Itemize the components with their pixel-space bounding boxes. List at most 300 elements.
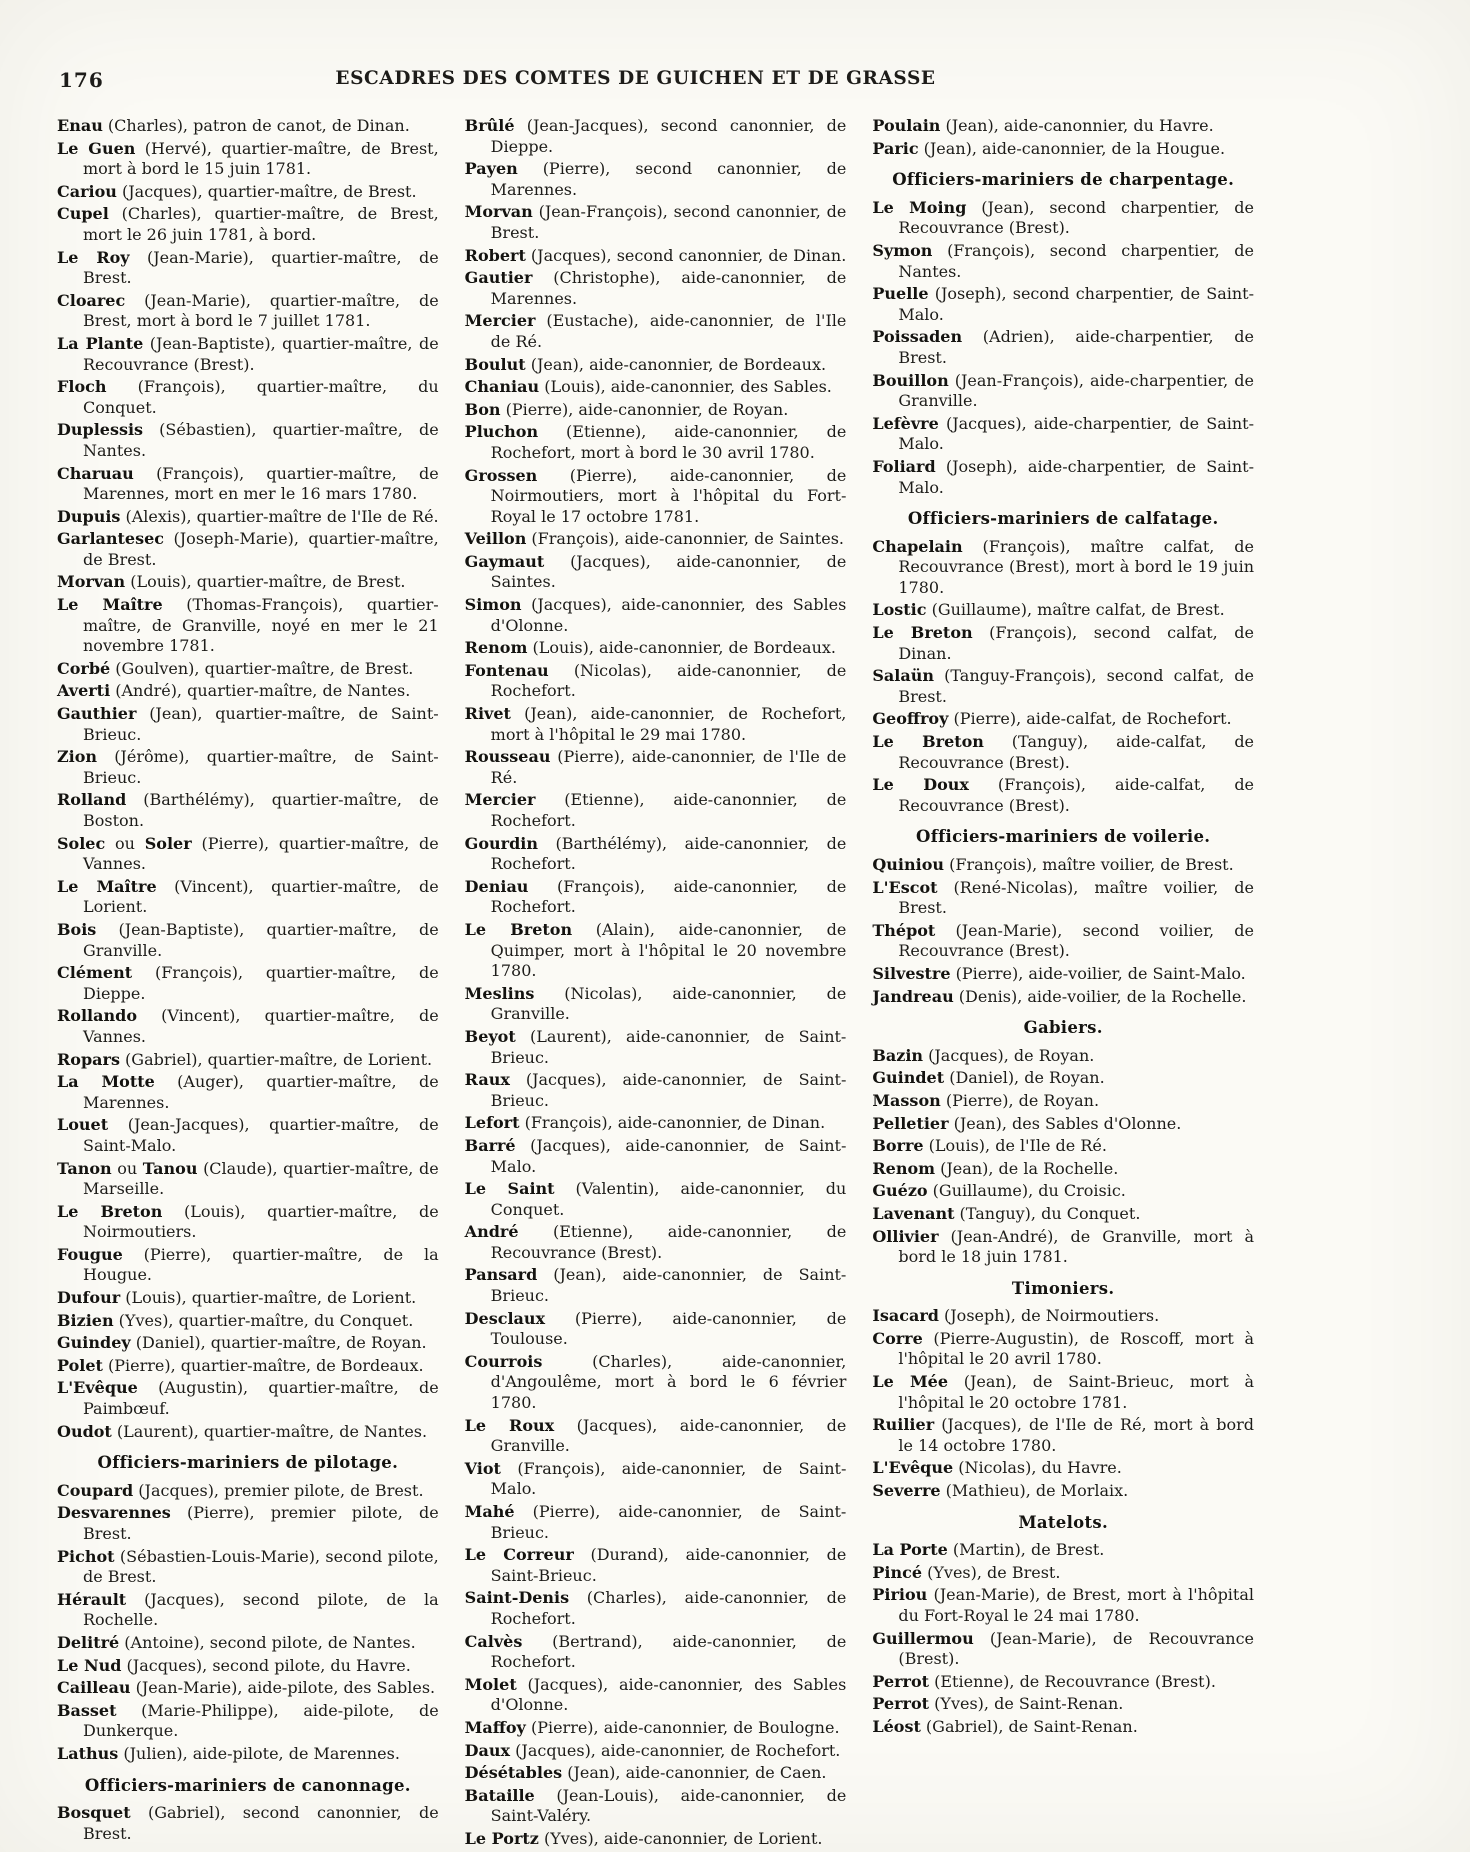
entry-text: (Gabriel), de Saint-Renan. xyxy=(920,1716,1138,1736)
entry-surname: Symon xyxy=(872,240,933,260)
crew-entry xyxy=(872,987,1254,1008)
entry-text: (Jacques), aide-canonnier, de Granville. xyxy=(490,1415,847,1456)
crew-entry xyxy=(57,681,439,702)
crew-entry xyxy=(465,704,847,745)
entry-text: (Jean), de la Rochelle. xyxy=(935,1158,1119,1178)
crew-entry xyxy=(465,1718,847,1739)
entry-surname: Bazin xyxy=(872,1045,924,1065)
entry-surname: Le Maître xyxy=(57,876,157,896)
entry-text: (Tanguy-François), second calfat, de Brest. xyxy=(898,666,1255,706)
crew-entry xyxy=(57,1050,439,1071)
entry-text: (Eustache), aide-canonnier, de l'Ile de Ré. xyxy=(490,311,847,351)
entry-text: (Guillaume), maître calfat, de Brest. xyxy=(926,600,1225,620)
crew-entry xyxy=(465,1309,847,1350)
entry-text: (Jacques), aide-canonnier, de Saint-Malo. xyxy=(490,1135,847,1176)
entry-text: (François), aide-canonnier, de Dinan. xyxy=(519,1113,826,1133)
entry-surname: Basset xyxy=(57,1700,117,1720)
entry-text: (Jean-Marie), de Recouvrance (Brest). xyxy=(898,1628,1255,1669)
crew-entry xyxy=(872,1136,1254,1157)
crew-entry xyxy=(872,1204,1254,1225)
crew-entry xyxy=(465,1222,847,1263)
entry-surname: L'Evêque xyxy=(57,1378,138,1398)
crew-entry xyxy=(465,790,847,831)
entry-surname: Le Correur xyxy=(464,1545,574,1565)
entry-text: (Mathieu), de Morlaix. xyxy=(940,1481,1129,1501)
entry-surname: L'Escot xyxy=(872,877,938,897)
entry-surname: La Porte xyxy=(872,1540,948,1560)
entry-surname: Desclaux xyxy=(464,1308,546,1328)
entry-text: (Alexis), quartier-maître de l'Ile de Ré. xyxy=(120,506,439,526)
entry-text: (Louis), de l'Ile de Ré. xyxy=(923,1136,1107,1156)
entry-text: (Jacques), aide-canonnier, des Sables d'Olonne. xyxy=(490,1674,847,1715)
entry-surname: Polet xyxy=(57,1355,103,1375)
entry-text: (François), quartier-maître, de Dieppe. xyxy=(83,963,439,1003)
crew-entry xyxy=(57,182,439,203)
crew-entry xyxy=(57,1356,439,1377)
entry-text: (Pierre), de Royan. xyxy=(940,1090,1100,1110)
entry-surname: Raux xyxy=(464,1070,510,1090)
crew-entry xyxy=(872,1585,1254,1626)
entry-text: (Vincent), quartier-maître, de Lorient. xyxy=(83,876,439,917)
entry-text: (Jean), aide-canonnier, de Rochefort, mort à l'hôpital le 29 mai 1780. xyxy=(490,704,847,744)
entry-text: (Laurent), quartier-maître, de Nantes. xyxy=(111,1421,428,1441)
crew-entry xyxy=(872,1415,1254,1456)
entry-surname: Grossen xyxy=(464,465,538,485)
entry-text: (Jean-Marie), de Brest, mort à l'hôpital du Fort-Royal le 24 mai 1780. xyxy=(898,1585,1255,1625)
crew-entry xyxy=(465,116,847,157)
entry-surname: Bouillon xyxy=(872,370,949,390)
crew-entry xyxy=(872,1046,1254,1067)
crew-entry xyxy=(57,1202,439,1243)
crew-entry xyxy=(465,529,847,550)
crew-entry xyxy=(872,623,1254,664)
entry-text: (Pierre), quartier-maître, de Bordeaux. xyxy=(102,1355,424,1375)
crew-entry xyxy=(872,241,1254,282)
entry-text: (François), maître voilier, de Brest. xyxy=(944,855,1234,874)
entry-surname: Desvarennes xyxy=(57,1503,171,1523)
entry-text: (Jean), aide-canonnier, de Bordeaux. xyxy=(525,354,827,374)
entry-text: (Yves), de Brest. xyxy=(922,1562,1061,1582)
entry-text: (François), aide-canonnier, de Saintes. xyxy=(526,529,844,549)
entry-surname: Guindet xyxy=(872,1068,945,1088)
entry-surname: Clément xyxy=(57,963,133,983)
crew-entry xyxy=(57,1656,439,1677)
crew-entry xyxy=(872,1717,1254,1738)
entry-surname: Bizien xyxy=(57,1310,114,1330)
section-heading: Timoniers. xyxy=(1011,1278,1115,1298)
entry-alt-joiner: ou xyxy=(111,1158,143,1178)
crew-entry xyxy=(57,920,439,961)
crew-entry xyxy=(465,246,847,267)
entry-text: (Pierre), aide-canonnier, de Boulogne. xyxy=(525,1717,840,1737)
entry-text: (Jean), aide-canonnier, de Caen. xyxy=(562,1763,827,1783)
crew-entry xyxy=(57,1678,439,1699)
crew-entry xyxy=(57,1503,439,1544)
entry-text: (Yves), de Saint-Renan. xyxy=(929,1694,1124,1714)
entry-text: (Thomas-François), quartier-maître, de Granville, noyé en mer le 21 novembre 1781. xyxy=(83,595,439,656)
entry-surname: Hérault xyxy=(57,1589,127,1609)
entry-surname: Silvestre xyxy=(872,963,951,983)
crew-entry xyxy=(465,1265,847,1306)
entry-surname: Simon xyxy=(464,595,522,615)
entry-text: (Goulven), quartier-maître, de Brest. xyxy=(110,658,414,678)
crew-entry xyxy=(465,1786,847,1827)
crew-entry xyxy=(465,377,847,398)
entry-surname: Guézo xyxy=(872,1181,928,1201)
entry-surname: Viot xyxy=(464,1458,501,1478)
entry-text: (Jean-André), de Granville, mort à bord le 18 juin 1781. xyxy=(898,1226,1255,1267)
crew-entry xyxy=(465,1588,847,1629)
entry-surname: Renom xyxy=(872,1158,936,1178)
crew-entry xyxy=(57,1333,439,1354)
entry-text: (Jacques), premier pilote, de Brest. xyxy=(133,1480,424,1500)
entry-text: (Jean-Jacques), quartier-maître, de Saint-Malo. xyxy=(83,1115,439,1155)
crew-entry xyxy=(57,659,439,680)
entry-surname: Bois xyxy=(57,919,97,939)
crew-entry xyxy=(465,1416,847,1457)
entry-text: (Barthélémy), aide-canonnier, de Rochefort. xyxy=(490,833,847,874)
entry-surname: Thépot xyxy=(872,920,936,940)
page-header xyxy=(57,66,1254,98)
entry-surname: Gourdin xyxy=(464,833,538,853)
crew-entry xyxy=(872,709,1254,730)
entry-surname: Floch xyxy=(57,377,107,397)
crew-entry xyxy=(872,371,1254,412)
crew-entry xyxy=(465,1741,847,1762)
entry-text: (Pierre), aide-canonnier, de Saint-Brieuc. xyxy=(490,1502,847,1542)
crew-entry xyxy=(872,732,1254,773)
entry-text: (Pierre), second canonnier, de Marennes. xyxy=(490,159,847,199)
entry-surname: Deniau xyxy=(464,876,529,896)
crew-entry xyxy=(57,1245,439,1286)
entry-text: (Bertrand), aide-canonnier, de Rochefort. xyxy=(490,1631,847,1672)
entry-surname: Le Guen xyxy=(57,138,136,158)
crew-entry xyxy=(872,1372,1254,1413)
crew-entry xyxy=(57,1744,439,1765)
crew-entry xyxy=(57,529,439,570)
entry-text: (Jean-Marie), second voilier, de Recouvrance (Brest). xyxy=(898,920,1255,961)
crew-entry xyxy=(465,1459,847,1500)
crew-entry xyxy=(872,327,1254,368)
entry-surname: Saint-Denis xyxy=(464,1588,570,1608)
crew-entry xyxy=(872,457,1254,498)
entry-text: (Yves), aide-canonnier, de Lorient. xyxy=(538,1828,823,1848)
entry-surname: Le Mée xyxy=(872,1372,949,1392)
entry-text: (Jean), des Sables d'Olonne. xyxy=(948,1113,1182,1133)
entry-text: (Jacques), second pilote, du Havre. xyxy=(121,1655,411,1675)
crew-entry xyxy=(57,1072,439,1113)
crew-entry xyxy=(465,202,847,243)
section-heading: Officiers-mariniers de pilotage. xyxy=(97,1453,399,1473)
crew-entry xyxy=(57,1006,439,1047)
entry-surname: Foliard xyxy=(872,456,936,476)
entry-surname: Mercier xyxy=(464,790,536,810)
crew-entry xyxy=(872,1563,1254,1584)
entry-surname: Piriou xyxy=(872,1585,928,1605)
crew-entry xyxy=(465,1070,847,1111)
entry-surname: La Plante xyxy=(57,333,144,353)
entry-text: (Christophe), aide-canonnier, de Marennes. xyxy=(490,268,847,308)
entry-text: (Nicolas), aide-canonnier, de Granville. xyxy=(490,983,847,1024)
crew-entry xyxy=(465,1829,847,1850)
crew-entry xyxy=(57,204,439,245)
entry-text: (Jean-Marie), aide-pilote, des Sables. xyxy=(130,1678,436,1698)
column-3 xyxy=(872,116,1254,1852)
entry-surname-alt: Tanou xyxy=(142,1158,198,1178)
crew-entry xyxy=(872,600,1254,621)
entry-surname: Gaymaut xyxy=(464,551,545,571)
entry-surname: Pluchon xyxy=(464,422,539,442)
entry-surname: Jandreau xyxy=(872,986,954,1006)
entry-text: (René-Nicolas), maître voilier, de Brest. xyxy=(898,877,1255,918)
entry-text: (Etienne), aide-canonnier, de Recouvrance (Brest). xyxy=(490,1222,847,1262)
entry-text: (Jacques), de Royan. xyxy=(923,1045,1095,1065)
entry-surname: Dupuis xyxy=(57,506,121,526)
crew-entry xyxy=(465,877,847,918)
entry-text: (Jean), aide-canonnier, de Saint-Brieuc. xyxy=(490,1265,847,1306)
entry-surname-alt: Soler xyxy=(144,833,192,853)
entry-surname: Rousseau xyxy=(464,747,551,767)
entry-text: (Charles), quartier-maître, de Brest, mort le 26 juin 1781, à bord. xyxy=(83,204,439,244)
crew-entry xyxy=(465,1502,847,1543)
section-heading: Officiers-mariniers de calfatage. xyxy=(907,509,1219,529)
entry-surname: Courrois xyxy=(464,1351,543,1371)
entry-text: (Gabriel), second canonnier, de Brest. xyxy=(83,1803,439,1843)
entry-surname: Bosquet xyxy=(57,1803,131,1823)
entry-text: (Adrien), aide-charpentier, de Brest. xyxy=(898,327,1255,367)
entry-surname: Cupel xyxy=(57,204,109,224)
entry-text: (Pierre), aide-canonnier, de Royan. xyxy=(500,399,789,419)
entry-surname: Molet xyxy=(464,1674,517,1694)
entry-surname: Rivet xyxy=(464,704,511,724)
entry-surname: Enau xyxy=(57,116,103,135)
crew-entry xyxy=(872,1329,1254,1370)
entry-text: (Jean-Marie), quartier-maître, de Brest. xyxy=(83,247,439,288)
entry-text: (Charles), aide-canonnier, de Rochefort. xyxy=(490,1588,847,1628)
entry-text: (Jacques), second pilote, de la Rochelle. xyxy=(83,1589,439,1630)
entry-text: (Jean), quartier-maître, de Saint-Brieuc. xyxy=(83,704,439,744)
crew-entry xyxy=(57,1481,439,1502)
crew-entry xyxy=(57,877,439,918)
entry-surname: Pincé xyxy=(872,1562,923,1582)
entry-text: (Alain), aide-canonnier, de Quimper, mort à l'hôpital le 20 novembre 1780. xyxy=(490,919,847,981)
entry-surname: Borre xyxy=(872,1136,924,1156)
entry-text: (Jacques), second canonnier, de Dinan. xyxy=(525,245,847,265)
crew-entry xyxy=(57,507,439,528)
entry-surname: Ruilier xyxy=(872,1415,935,1435)
entry-surname: Renom xyxy=(464,638,528,658)
entry-text: (Jacques), aide-canonnier, des Sables d'Olonne. xyxy=(490,595,847,635)
entry-surname: Fontenau xyxy=(464,660,549,680)
entry-text: (Jean), aide-canonnier, de la Hougue. xyxy=(918,138,1226,158)
crew-entry xyxy=(465,920,847,982)
crew-entry xyxy=(57,377,439,418)
entry-surname: Perrot xyxy=(872,1694,930,1714)
page-number: 176 xyxy=(59,68,104,92)
crew-entry xyxy=(872,775,1254,816)
entry-text: (François), maître calfat, de Recouvrance (Brest), mort à bord le 19 juin 1780. xyxy=(898,536,1255,597)
entry-text: (Sébastien-Louis-Marie), second pilote, de Brest. xyxy=(83,1546,439,1587)
entry-surname: Léost xyxy=(872,1716,921,1736)
entry-surname: Geoffroy xyxy=(872,709,949,729)
entry-surname: Le Nud xyxy=(57,1655,122,1675)
entry-surname: Le Doux xyxy=(872,775,969,795)
entry-surname: Guillermou xyxy=(872,1628,974,1648)
entry-surname: Le Maître xyxy=(57,595,163,615)
entry-text: (Pierre-Augustin), de Roscoff, mort à l'hôpital le 20 avril 1780. xyxy=(898,1328,1255,1369)
crew-entry xyxy=(57,420,439,461)
crew-entry xyxy=(57,1803,439,1844)
entry-text: (Pierre), premier pilote, de Brest. xyxy=(83,1503,439,1543)
entry-surname: Boulut xyxy=(464,354,526,374)
text-columns xyxy=(57,116,1254,1852)
entry-text: (Joseph-Marie), quartier-maître, de Brest. xyxy=(83,529,439,569)
entry-surname: Le Breton xyxy=(872,623,973,643)
entry-text: (Julien), aide-pilote, de Marennes. xyxy=(118,1743,400,1763)
entry-text: (Claude), quartier-maître, de Marseille. xyxy=(83,1158,439,1199)
crew-entry xyxy=(57,1422,439,1443)
entry-surname: Cariou xyxy=(57,181,117,201)
entry-text: (Jacques), aide-canonnier, de Saintes. xyxy=(490,551,847,592)
entry-text: (Jacques), de l'Ile de Ré, mort à bord le 14 octobre 1780. xyxy=(898,1415,1255,1455)
section-heading: Officiers-mariniers de charpentage. xyxy=(892,170,1235,190)
crew-entry xyxy=(465,400,847,421)
crew-entry xyxy=(872,921,1254,962)
entry-text: (Charles), patron de canot, de Dinan. xyxy=(102,116,410,135)
crew-entry xyxy=(465,422,847,463)
entry-text: (Jean), aide-canonnier, du Havre. xyxy=(940,116,1214,135)
crew-entry xyxy=(465,1675,847,1716)
entry-text: (Daniel), de Royan. xyxy=(944,1068,1105,1088)
crew-entry xyxy=(57,464,439,505)
entry-surname: Lefort xyxy=(464,1113,520,1133)
crew-entry xyxy=(872,964,1254,985)
entry-text: (Jacques), aide-canonnier, de Saint-Brieuc. xyxy=(490,1070,847,1110)
crew-entry xyxy=(465,552,847,593)
entry-text: (Jean-Jacques), second canonnier, de Dieppe. xyxy=(490,116,847,156)
section-heading: Officiers-mariniers de canonnage. xyxy=(84,1775,411,1795)
section-heading: Matelots. xyxy=(1018,1512,1109,1532)
entry-text: (Pierre), aide-canonnier, de Toulouse. xyxy=(490,1308,847,1349)
entry-text: (Daniel), quartier-maître, de Royan. xyxy=(130,1333,427,1353)
crew-entry xyxy=(872,1159,1254,1180)
entry-surname: Le Moing xyxy=(872,197,967,217)
crew-entry xyxy=(465,1136,847,1177)
entry-surname: Chaniau xyxy=(464,377,540,397)
crew-entry xyxy=(872,414,1254,455)
entry-text: (Jean-François), second canonnier, de Brest. xyxy=(490,202,847,242)
entry-surname: Chapelain xyxy=(872,536,963,556)
entry-text: (Pierre), aide-voilier, de Saint-Malo. xyxy=(950,963,1246,983)
entry-surname: Le Breton xyxy=(464,919,573,939)
entry-surname: Garlantesec xyxy=(57,529,165,549)
crew-entry xyxy=(872,1227,1254,1268)
crew-entry xyxy=(465,595,847,636)
entry-text: (Jacques), aide-charpentier, de Saint-Malo. xyxy=(898,413,1255,454)
column-1 xyxy=(57,116,439,1852)
crew-entry xyxy=(57,1159,439,1200)
entry-text: (François), quartier-maître, du Conquet. xyxy=(83,377,439,417)
entry-surname: Le Portz xyxy=(464,1828,539,1848)
entry-text: (Jérôme), quartier-maître, de Saint-Brieuc. xyxy=(83,747,439,787)
entry-surname: Morvan xyxy=(464,202,533,222)
crew-entry xyxy=(465,661,847,702)
entry-text: (Louis), aide-canonnier, de Bordeaux. xyxy=(527,638,836,658)
crew-entry xyxy=(872,1672,1254,1693)
entry-surname: Puelle xyxy=(872,284,929,304)
crew-entry xyxy=(57,1311,439,1332)
crew-entry xyxy=(57,248,439,289)
crew-entry xyxy=(465,1545,847,1586)
entry-surname: Charuau xyxy=(57,463,134,483)
entry-text: (Pierre), quartier-maître, de Vannes. xyxy=(83,833,439,874)
entry-surname: Morvan xyxy=(57,572,126,592)
entry-surname: Désétables xyxy=(464,1763,563,1783)
crew-entry xyxy=(872,284,1254,325)
entry-surname: Bon xyxy=(464,399,501,419)
entry-surname: Corre xyxy=(872,1328,923,1348)
crew-entry xyxy=(57,1633,439,1654)
entry-text: (François), aide-calfat, de Recouvrance (Brest). xyxy=(898,775,1255,815)
crew-entry xyxy=(872,666,1254,707)
entry-surname: Ollivier xyxy=(872,1226,939,1246)
entry-text: (Jacques), aide-canonnier, de Rochefort. xyxy=(510,1740,841,1760)
entry-surname: Louet xyxy=(57,1115,109,1135)
entry-text: (Laurent), aide-canonnier, de Saint-Brieuc. xyxy=(490,1026,847,1067)
crew-entry xyxy=(872,1540,1254,1561)
entry-text: (Valentin), aide-canonnier, du Conquet. xyxy=(490,1179,847,1219)
entry-text: (Pierre), aide-canonnier, de l'Ile de Ré. xyxy=(490,747,847,787)
crew-entry xyxy=(872,537,1254,599)
crew-entry xyxy=(872,1306,1254,1327)
entry-text: (François), aide-canonnier, de Rochefort. xyxy=(490,876,847,917)
entry-surname: Lathus xyxy=(57,1743,119,1763)
entry-text: (Nicolas), aide-canonnier, de Rochefort. xyxy=(490,660,847,701)
entry-surname: Rolland xyxy=(57,790,127,810)
entry-surname: Calvès xyxy=(464,1631,523,1651)
crew-entry xyxy=(872,1068,1254,1089)
crew-entry xyxy=(57,747,439,788)
entry-text: (Pierre), aide-canonnier, de Noirmoutiers, mort à l'hôpital du Fort-Royal le 17 octobre 1781. xyxy=(490,465,847,526)
column-2 xyxy=(465,116,847,1852)
entry-text: (François), aide-canonnier, de Saint-Malo. xyxy=(490,1458,847,1499)
entry-surname: Zion xyxy=(57,747,98,767)
crew-entry xyxy=(872,855,1254,876)
entry-text: (Etienne), de Recouvrance (Brest). xyxy=(929,1671,1216,1691)
crew-entry xyxy=(465,1763,847,1784)
entry-surname: Veillon xyxy=(464,529,527,549)
entry-surname: Solec xyxy=(57,833,106,853)
entry-text: (Denis), aide-voilier, de la Rochelle. xyxy=(953,986,1247,1006)
entry-text: (Pierre), quartier-maître, de la Hougue. xyxy=(83,1244,439,1285)
entry-surname: La Motte xyxy=(57,1072,155,1092)
entry-surname: Le Breton xyxy=(57,1201,163,1221)
page-title: ESCADRES DES COMTES DE GUICHEN ET DE GRASSE xyxy=(335,68,936,89)
entry-text: (Pierre), aide-calfat, de Rochefort. xyxy=(948,709,1232,729)
entry-surname: Pansard xyxy=(464,1265,538,1285)
entry-text: (François), second calfat, de Dinan. xyxy=(898,623,1255,663)
entry-text: (Martin), de Brest. xyxy=(947,1540,1105,1560)
entry-surname: Mahé xyxy=(464,1502,515,1521)
entry-surname: Ropars xyxy=(57,1049,120,1069)
entry-text: (François), second charpentier, de Nantes. xyxy=(898,240,1255,281)
entry-surname: Poulain xyxy=(872,116,941,135)
entry-text: (Yves), quartier-maître, du Conquet. xyxy=(113,1310,414,1330)
entry-text: (Augustin), quartier-maître, de Paimbœuf. xyxy=(83,1378,439,1419)
crew-entry xyxy=(465,1352,847,1414)
entry-text: (Auger), quartier-maître, de Marennes. xyxy=(83,1072,439,1112)
entry-surname: Cailleau xyxy=(57,1678,131,1698)
